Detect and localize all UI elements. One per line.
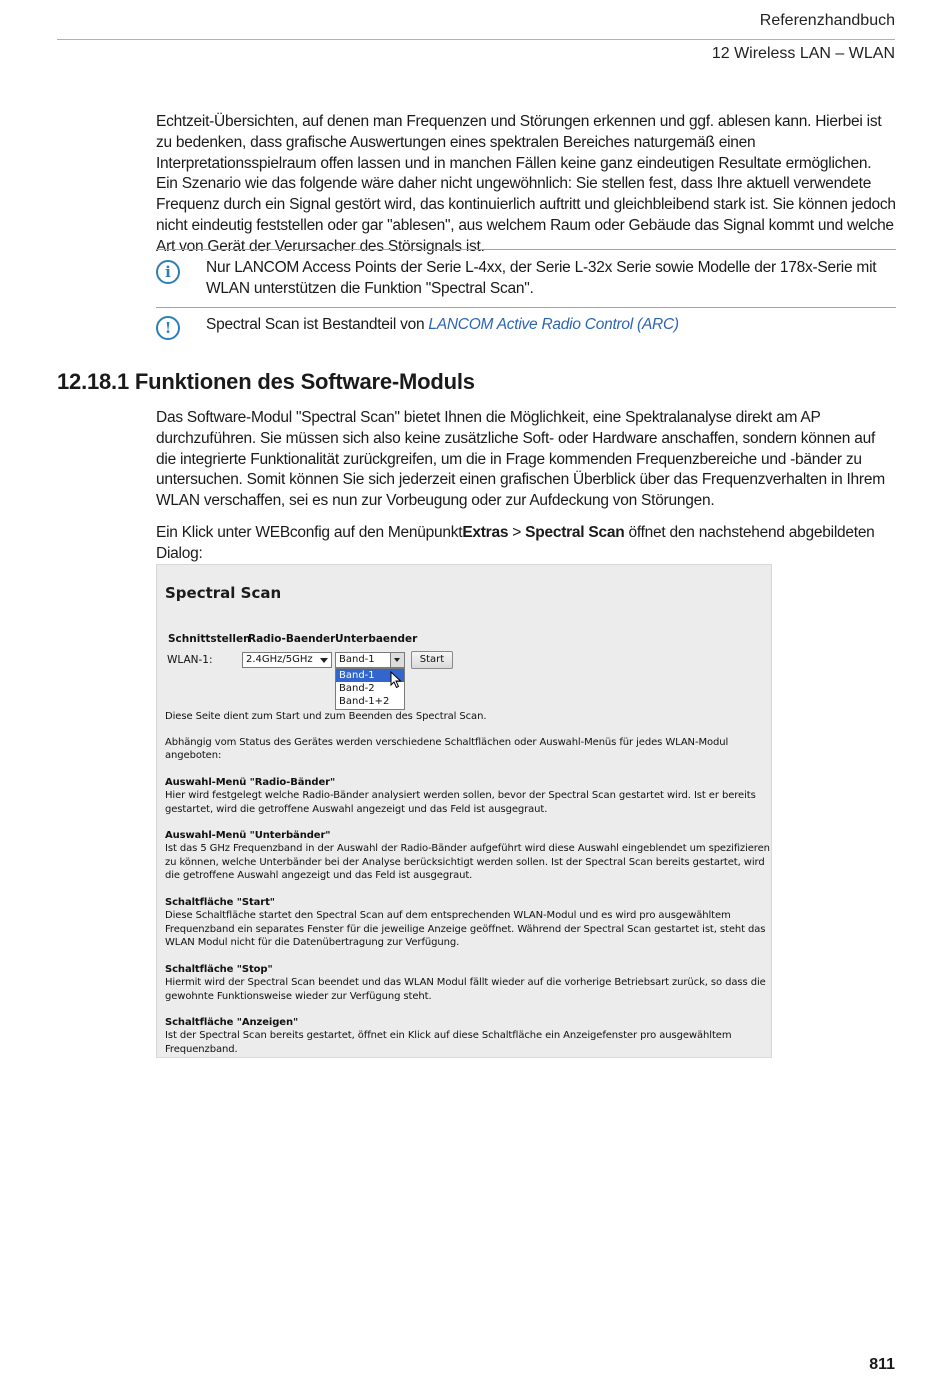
- intro-paragraph: Echtzeit-Übersichten, auf denen man Frequenzen und Störungen erkennen und ggf. ablesen kann. Hierbei ist zu bedenken, dass grafische Auswertungen eines spektralen Bereiches naturgemäß einen Interpretationsspielraum offen lassen und in manchen Fällen keine ganz eindeutigen Resultate ermöglichen. Ein Szenario wie das folgende wäre daher nicht ungewöhnlich: Sie stellen fest, dass Ihre aktuell verwendete Frequenz durch ein Signal gestört wird, das kontinuierlich auftritt und gleichbleibend stark ist. Sie können jedoch nicht eindeutig feststellen oder gar "ablesen", aus welchem Raum oder Gebäude das Signal kommt und welche Art von Gerät der Verursacher des Störsignals ist.: [156, 113, 896, 255]
- figure-heading: Auswahl-Menü "Unterbänder": [165, 830, 331, 841]
- start-button[interactable]: Start: [411, 651, 453, 669]
- figure-title: Spectral Scan: [165, 584, 282, 602]
- warning-note-prefix: Spectral Scan ist Bestandteil von: [206, 316, 429, 333]
- arc-link[interactable]: LANCOM Active Radio Control (ARC): [428, 316, 679, 333]
- mouse-pointer-icon: [390, 671, 402, 689]
- figure-description: Hiermit wird der Spectral Scan beendet und das WLAN Modul fällt wieder auf die vorherige Betriebsart zurück, so dass die gewohnte Funktionsweise wieder zur Verfügung steht.: [165, 977, 766, 1002]
- figure-block-sub-bands: [165, 829, 770, 882]
- figure-description: Ist der Spectral Scan bereits gestartet, öffnet ein Klick auf diese Schaltfläche ein Anzeigefenster pro ausgewähltem Frequenzband.: [165, 1030, 732, 1055]
- info-icon: i: [156, 260, 180, 284]
- figure-description: Hier wird festgelegt welche Radio-Bänder analysiert werden sollen, bevor der Spectral Scan gestartet wird. Ist er bereits gestartet, wird die getroffene Auswahl angezeigt und das Feld ist ausgegraut.: [165, 790, 756, 815]
- radio-band-value: 2.4GHz/5GHz: [246, 654, 313, 665]
- figure-block-radio-bands: [165, 776, 770, 816]
- warning-note: [156, 307, 896, 347]
- section-heading: 12.18.1 Funktionen des Software-Moduls: [57, 369, 475, 394]
- dropdown-option[interactable]: Band-1: [336, 669, 404, 682]
- figure-block-stop: [165, 963, 770, 1003]
- warning-note-text: [206, 315, 896, 336]
- menu-separator: >: [508, 524, 526, 541]
- info-note-text: Nur LANCOM Access Points der Serie L-4xx, der Serie L-32x Serie sowie Modelle der 178x-Serie mit WLAN unterstützen die Funktion "Spectral Scan".: [206, 259, 877, 297]
- figure-description: Diese Schaltfläche startet den Spectral Scan auf dem entsprechenden WLAN-Modul und es wird pro ausgewähltem Frequenzband ein separates Fenster für die jeweilige Anzeige geöffnet. Während der Spectral Scan gestartet ist, steht das WLAN Modul nicht für die Datenübertragung zur Verfügung.: [165, 910, 766, 948]
- radio-band-select[interactable]: [242, 652, 332, 668]
- dropdown-option[interactable]: Band-1+2: [339, 696, 390, 707]
- click-prefix: Ein Klick unter WEBconfig auf den Menüpunkt: [156, 524, 463, 541]
- figure-text-status: Abhängig vom Status des Gerätes werden verschiedene Schaltflächen oder Auswahl-Menüs für jedes WLAN-Modul angeboten:: [165, 737, 729, 762]
- chevron-down-icon: [320, 658, 328, 663]
- dropdown-arrow-icon[interactable]: [390, 653, 404, 667]
- menu-extras: Extras: [462, 524, 509, 541]
- exclamation-icon: !: [156, 316, 180, 340]
- figure-block-show: [165, 1016, 770, 1056]
- figure-block-start: [165, 896, 770, 949]
- figure-description: Ist das 5 GHz Frequenzband in der Auswahl der Radio-Bänder aufgeführt wird diese Auswahl eingeblendet um spezifizieren zu können, welche Unterbänder bei der Analyse berücksichtigt werden sollen. Ist der Spectral Scan bereits gestartet, wird die getroffene Auswahl angezeigt und das Feld ist ausgegraut.: [165, 843, 770, 881]
- sub-band-value: Band-1: [339, 654, 375, 665]
- figure-heading: Auswahl-Menü "Radio-Bänder": [165, 777, 336, 788]
- dropdown-option[interactable]: Band-2: [339, 683, 375, 694]
- figure-text-intro: Diese Seite dient zum Start und zum Beenden des Spectral Scan.: [165, 711, 487, 722]
- page-header-title: Referenzhandbuch: [759, 12, 895, 29]
- figure-heading: Schaltfläche "Stop": [165, 964, 273, 975]
- info-note: [156, 249, 896, 307]
- click-paragraph: [156, 523, 896, 565]
- spectral-scan-screenshot: [156, 564, 772, 1058]
- wlan-label: WLAN-1:: [167, 654, 213, 666]
- page-header-chapter: 12 Wireless LAN – WLAN: [711, 45, 895, 62]
- figure-heading: Schaltfläche "Anzeigen": [165, 1017, 299, 1028]
- menu-spectral-scan: Spectral Scan: [525, 524, 625, 541]
- col-sub-bands: Unterbaender: [335, 633, 418, 645]
- click-suffix: öffnet den nachstehend abgebildeten Dialog:: [156, 524, 875, 562]
- col-interfaces: Schnittstellen: [168, 633, 251, 645]
- col-radio-bands: Radio-Baender: [248, 633, 336, 645]
- figure-heading: Schaltfläche "Start": [165, 897, 275, 908]
- header-rule: [57, 39, 895, 40]
- module-paragraph: Das Software-Modul "Spectral Scan" bietet Ihnen die Möglichkeit, eine Spektralanalyse direkt am AP durchzuführen. Sie müssen sich also keine zusätzliche Soft- oder Hardware anschaffen, sondern können auf die integrierte Funktionalität zurückgreifen, um die in Frage kommenden Frequenzbereiche und -bänder zu untersuchen. Somit können Sie sich jederzeit einen grafischen Überblick über das Frequenzverhalten in Ihrem WLAN verschaffen, sei es nun zur Vorbeugung oder zur Aufdeckung von Störungen.: [156, 409, 885, 510]
- page-number: 811: [869, 1356, 895, 1373]
- sub-band-select[interactable]: [335, 652, 405, 668]
